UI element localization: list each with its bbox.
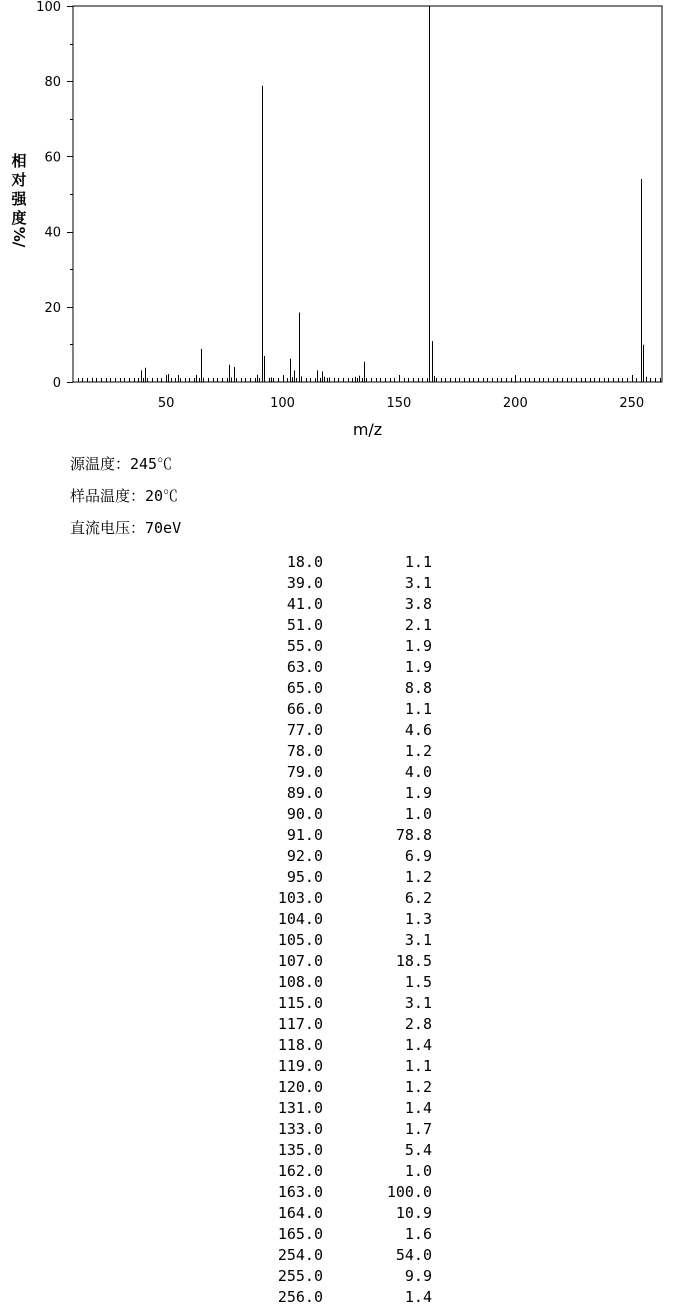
mz-value: 117.0 (277, 1015, 323, 1033)
y-axis-label-char: 度 (11, 209, 27, 227)
mz-value: 256.0 (277, 1288, 323, 1306)
abundance-value: 1.1 (404, 700, 432, 718)
mz-value: 55.0 (286, 637, 323, 655)
table-row (0, 1056, 680, 1077)
table-row (0, 741, 680, 762)
table-row (0, 1161, 680, 1182)
chart-axes (10, 0, 662, 439)
mz-value: 119.0 (277, 1057, 323, 1075)
y-axis-label-char: 相 (11, 152, 27, 170)
abundance-value: 6.2 (404, 889, 432, 907)
mz-value: 118.0 (277, 1036, 323, 1054)
mz-value: 95.0 (286, 868, 323, 886)
table-row (0, 1119, 680, 1140)
table-row (0, 1224, 680, 1245)
table-row (0, 804, 680, 825)
mz-value: 103.0 (277, 889, 323, 907)
table-row (0, 615, 680, 636)
abundance-value: 1.1 (404, 553, 432, 571)
abundance-value: 1.4 (404, 1036, 432, 1054)
source-temperature: 源温度：245℃ (70, 455, 173, 473)
table-row (0, 1182, 680, 1203)
table-row (0, 930, 680, 951)
abundance-value: 1.9 (404, 637, 432, 655)
abundance-value: 1.9 (404, 784, 432, 802)
mz-value: 78.0 (286, 742, 323, 760)
abundance-value: 1.4 (404, 1288, 432, 1306)
abundance-value: 2.1 (404, 616, 432, 634)
abundance-value: 54.0 (395, 1246, 432, 1264)
x-tick-label: 150 (386, 396, 412, 411)
mz-value: 135.0 (277, 1141, 323, 1159)
x-axis-label: m/z (352, 420, 383, 439)
abundance-value: 1.7 (404, 1120, 432, 1138)
x-tick-label: 250 (619, 396, 645, 411)
mz-value: 133.0 (277, 1120, 323, 1138)
y-axis-label-char: 对 (11, 171, 27, 189)
table-row (0, 699, 680, 720)
mz-value: 66.0 (286, 700, 323, 718)
mz-value: 104.0 (277, 910, 323, 928)
mz-value: 108.0 (277, 973, 323, 991)
dc-voltage: 直流电压：70eV (70, 519, 182, 537)
x-tick-label: 50 (157, 396, 175, 411)
table-row (0, 1140, 680, 1161)
abundance-value: 1.0 (404, 805, 432, 823)
mz-value: 51.0 (286, 616, 323, 634)
abundance-value: 1.1 (404, 1057, 432, 1075)
abundance-value: 2.8 (404, 1015, 432, 1033)
abundance-value: 1.0 (404, 1162, 432, 1180)
abundance-value: 8.8 (404, 679, 432, 697)
y-axis-label-char: 强 (11, 190, 27, 208)
mz-value: 91.0 (286, 826, 323, 844)
abundance-value: 3.8 (404, 595, 432, 613)
abundance-value: 3.1 (404, 931, 432, 949)
table-row (0, 1266, 680, 1287)
table-row (0, 678, 680, 699)
mz-value: 163.0 (277, 1183, 323, 1201)
abundance-value: 4.0 (404, 763, 432, 781)
y-axis-label-char: %/ (10, 226, 28, 248)
table-row (0, 1098, 680, 1119)
table-row (0, 573, 680, 594)
abundance-value: 1.5 (404, 973, 432, 991)
mz-value: 162.0 (277, 1162, 323, 1180)
y-tick-label: 0 (52, 376, 61, 391)
table-row (0, 1077, 680, 1098)
abundance-value: 78.8 (395, 826, 432, 844)
mz-value: 90.0 (286, 805, 323, 823)
mz-value: 105.0 (277, 931, 323, 949)
table-row (0, 909, 680, 930)
mz-value: 165.0 (277, 1225, 323, 1243)
sample-temperature: 样品温度：20℃ (70, 487, 179, 505)
mz-value: 254.0 (277, 1246, 323, 1264)
mz-value: 79.0 (286, 763, 323, 781)
y-tick-label: 100 (36, 0, 61, 15)
table-row (0, 888, 680, 909)
mz-value: 255.0 (277, 1267, 323, 1285)
table-row (0, 951, 680, 972)
mz-value: 18.0 (286, 553, 323, 571)
mz-value: 65.0 (286, 679, 323, 697)
mz-value: 107.0 (277, 952, 323, 970)
mz-value: 120.0 (277, 1078, 323, 1096)
x-tick-label: 200 (502, 396, 528, 411)
table-row (0, 825, 680, 846)
abundance-value: 1.4 (404, 1099, 432, 1117)
mz-value: 41.0 (286, 595, 323, 613)
abundance-value: 1.2 (404, 868, 432, 886)
y-tick-label: 60 (44, 150, 61, 166)
table-row (0, 636, 680, 657)
abundance-value: 100.0 (386, 1183, 432, 1201)
abundance-value: 1.2 (404, 742, 432, 760)
y-tick-label: 20 (44, 300, 61, 316)
plot-frame (73, 6, 662, 382)
abundance-value: 1.2 (404, 1078, 432, 1096)
table-row (0, 552, 680, 573)
mz-value: 92.0 (286, 847, 323, 865)
mz-value: 63.0 (286, 658, 323, 676)
table-row (0, 1245, 680, 1266)
mz-value: 89.0 (286, 784, 323, 802)
abundance-value: 10.9 (395, 1204, 432, 1222)
table-row (0, 594, 680, 615)
mz-value: 115.0 (277, 994, 323, 1012)
abundance-value: 3.1 (404, 994, 432, 1012)
mass-spectrum-chart (0, 0, 680, 445)
table-row (0, 783, 680, 804)
table-row (0, 867, 680, 888)
table-row (0, 1035, 680, 1056)
y-tick-label: 80 (44, 75, 61, 91)
table-row (0, 993, 680, 1014)
table-row (0, 1203, 680, 1224)
mz-value: 164.0 (277, 1204, 323, 1222)
abundance-value: 3.1 (404, 574, 432, 592)
table-row (0, 1014, 680, 1035)
abundance-value: 1.3 (404, 910, 432, 928)
table-row (0, 720, 680, 741)
abundance-value: 18.5 (395, 952, 432, 970)
table-row (0, 762, 680, 783)
abundance-value: 1.9 (404, 658, 432, 676)
mz-value: 39.0 (286, 574, 323, 592)
abundance-value: 6.9 (404, 847, 432, 865)
abundance-value: 9.9 (404, 1267, 432, 1285)
peak-table (0, 552, 680, 1308)
table-row (0, 657, 680, 678)
abundance-value: 1.6 (404, 1225, 432, 1243)
table-row (0, 1287, 680, 1308)
x-tick-label: 100 (270, 396, 295, 411)
table-row (0, 846, 680, 867)
abundance-value: 4.6 (404, 721, 432, 739)
chart-bars (93, 6, 647, 382)
table-row (0, 972, 680, 993)
y-tick-label: 40 (44, 225, 61, 241)
mz-value: 131.0 (277, 1099, 323, 1117)
mz-value: 77.0 (286, 721, 323, 739)
abundance-value: 5.4 (404, 1141, 432, 1159)
